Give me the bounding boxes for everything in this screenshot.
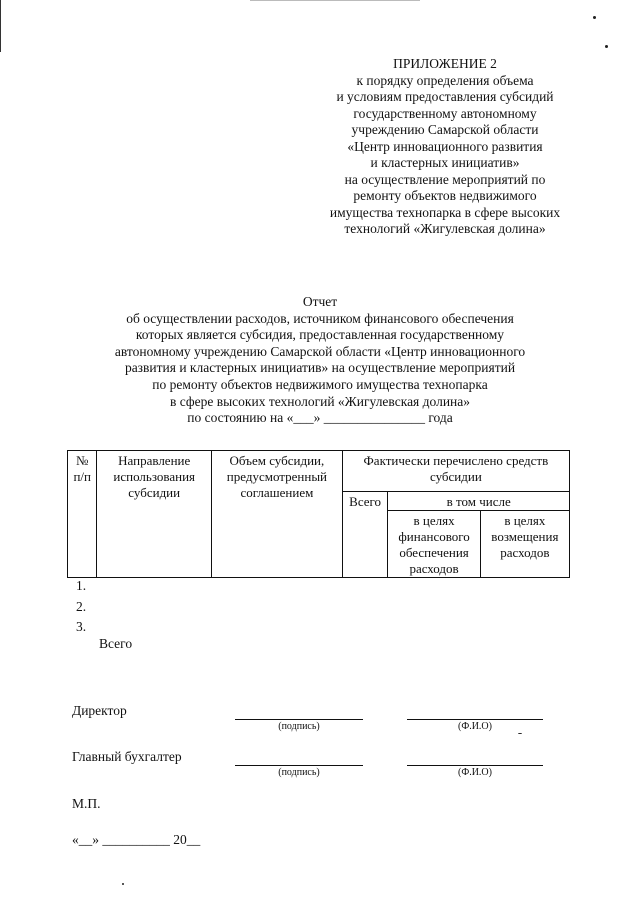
- row-number: 3.: [76, 619, 87, 634]
- total-label: Всего: [99, 636, 133, 651]
- row-number: 1.: [76, 578, 87, 593]
- appendix-line: государственному автономному: [353, 105, 537, 121]
- report-line: автономному учреждению Самарской области «Центр инновационного: [114, 343, 526, 359]
- report-line: по ремонту объектов недвижимого имущества технопарка: [152, 376, 488, 392]
- appendix-line: на осуществление мероприятий по: [344, 171, 546, 187]
- appendix-line: имущества технопарка в сфере высоких: [329, 204, 561, 220]
- date-line: «__» __________ 20__: [72, 832, 201, 847]
- director-label: Директор: [72, 703, 127, 718]
- report-line: об осуществлении расходов, источником финансового обеспечения: [126, 310, 514, 326]
- director-signature-line: [235, 719, 363, 720]
- appendix-line: учреждению Самарской области: [351, 122, 539, 137]
- director-name-caption: (Ф.И.О): [457, 721, 492, 732]
- appendix-line: ремонту объектов недвижимого: [353, 188, 537, 203]
- header-actual: Фактически перечислено средств субсидии: [342, 451, 569, 492]
- report-line: в сфере высоких технологий «Жигулевская долина»: [169, 393, 471, 409]
- appendix-line: «Центр инновационного развития: [347, 138, 543, 154]
- report-line: которых является субсидия, предоставленная государственному: [135, 327, 505, 343]
- scan-edge-left: [0, 0, 1, 52]
- director-signature-caption: (подпись): [278, 721, 320, 732]
- report-heading: [60, 294, 580, 427]
- report-table: [67, 450, 570, 578]
- appendix-line: и условиям предоставления субсидий: [336, 89, 554, 104]
- report-title: Отчет: [302, 294, 338, 309]
- chief-accountant-label: Главный бухгалтер: [72, 749, 182, 764]
- accountant-signature-caption: (подпись): [278, 767, 320, 778]
- appendix-line: к порядку определения объема: [356, 72, 534, 88]
- scan-edge-top: [250, 0, 420, 1]
- accountant-name-caption: (Ф.И.О): [457, 767, 492, 778]
- scan-speck: [605, 45, 608, 48]
- scan-speck: [122, 883, 124, 885]
- header-reimburse: в целях возмещения расходов: [480, 511, 569, 578]
- director-name-line: [407, 719, 543, 720]
- appendix-title: ПРИЛОЖЕНИЕ 2: [393, 56, 497, 71]
- header-num: № п/п: [68, 451, 97, 578]
- report-line: развития и кластерных инициатив» на осуществление мероприятий: [124, 360, 516, 376]
- header-including: в том числе: [388, 492, 570, 511]
- row-numbers: [76, 576, 86, 638]
- header-total: Всего: [342, 492, 388, 578]
- header-financing: в целях финансового обеспечения расходов: [388, 511, 480, 578]
- row-number: 2.: [76, 598, 87, 614]
- appendix-line: технологий «Жигулевская долина»: [344, 221, 546, 236]
- scan-speck: [518, 733, 522, 734]
- report-date-line: по состоянию на «___» _______________ года: [187, 410, 453, 426]
- accountant-signature-line: [235, 765, 363, 766]
- appendix-block: [300, 56, 590, 238]
- scan-speck: [593, 16, 596, 19]
- accountant-name-line: [407, 765, 543, 766]
- appendix-line: и кластерных инициатив»: [370, 155, 520, 170]
- header-volume: Объем субсидии, предусмотренный соглашением: [212, 451, 343, 578]
- stamp-label: М.П.: [72, 796, 101, 811]
- header-direction: Направление использования субсидии: [97, 451, 212, 578]
